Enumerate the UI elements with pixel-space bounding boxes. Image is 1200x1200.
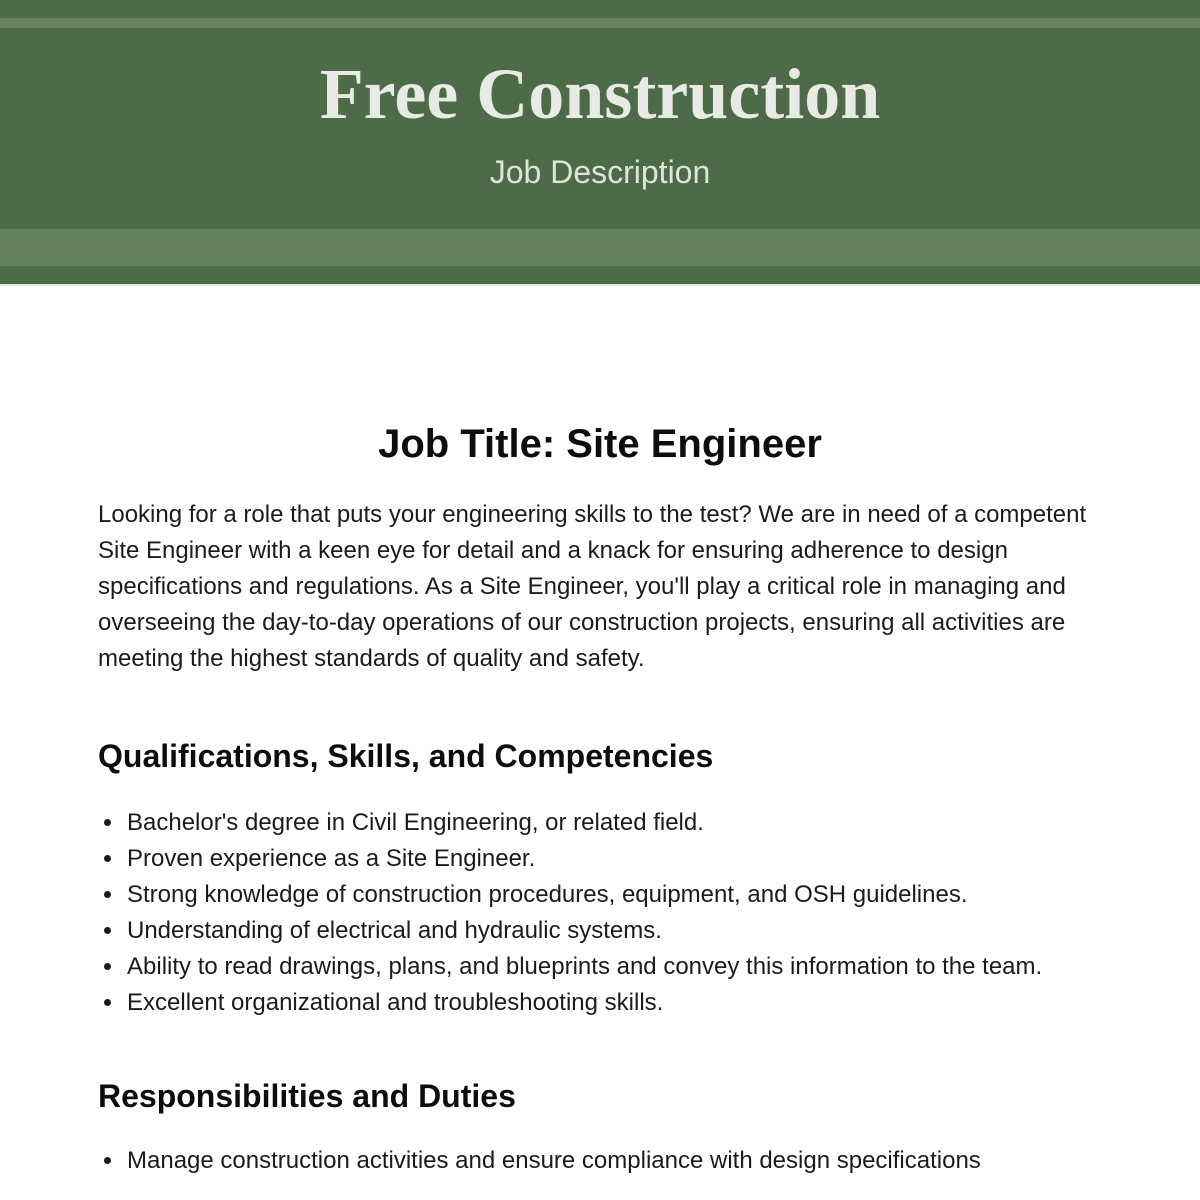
job-title-heading: Job Title: Site Engineer <box>378 422 822 466</box>
intro-paragraph: Looking for a role that puts your engineering skills to the test? We are in need of a competent Site Engineer with a keen eye for detail and a knack for ensuring adherence to design specifications and regulations. As a Site Engineer, you'll play a critical role in managing and overseeing the day-to-day operations of our construction projects, ensuring all activities are meeting the highest standards of quality and safety. <box>98 501 1087 672</box>
list-item: • Excellent organizational and troubleshooting skills. <box>125 985 1102 1021</box>
list-item: • Ability to read drawings, plans, and blueprints and convey this information to the team. <box>125 949 1102 985</box>
list-item: • Bachelor's degree in Civil Engineering, or related field. <box>125 805 1102 841</box>
header-accent-strip-top-light <box>0 18 1200 28</box>
header-accent-strip-bottom-light <box>0 229 1200 266</box>
document-body <box>0 420 1200 1179</box>
list-item: • Proven experience as a Site Engineer. <box>125 841 1102 877</box>
brand-title: Free Construction <box>319 54 881 134</box>
section-heading-responsibilities: Responsibilities and Duties <box>98 1078 516 1114</box>
list-item: • Strong knowledge of construction procedures, equipment, and OSH guidelines. <box>125 877 1102 913</box>
responsibilities-list <box>98 1143 1102 1179</box>
document-header <box>0 0 1200 286</box>
header-accent-strip-bottom-dark <box>0 266 1200 286</box>
qualifications-list <box>98 805 1102 1021</box>
header-accent-strip-top-dark <box>0 0 1200 18</box>
list-item: • Manage construction activities and ensure compliance with design specifications <box>125 1143 1102 1179</box>
header-banner <box>0 28 1200 229</box>
list-item: • Understanding of electrical and hydraulic systems. <box>125 913 1102 949</box>
document-type-subtitle: Job Description <box>489 154 711 190</box>
section-heading-qualifications: Qualifications, Skills, and Competencies <box>98 738 714 774</box>
